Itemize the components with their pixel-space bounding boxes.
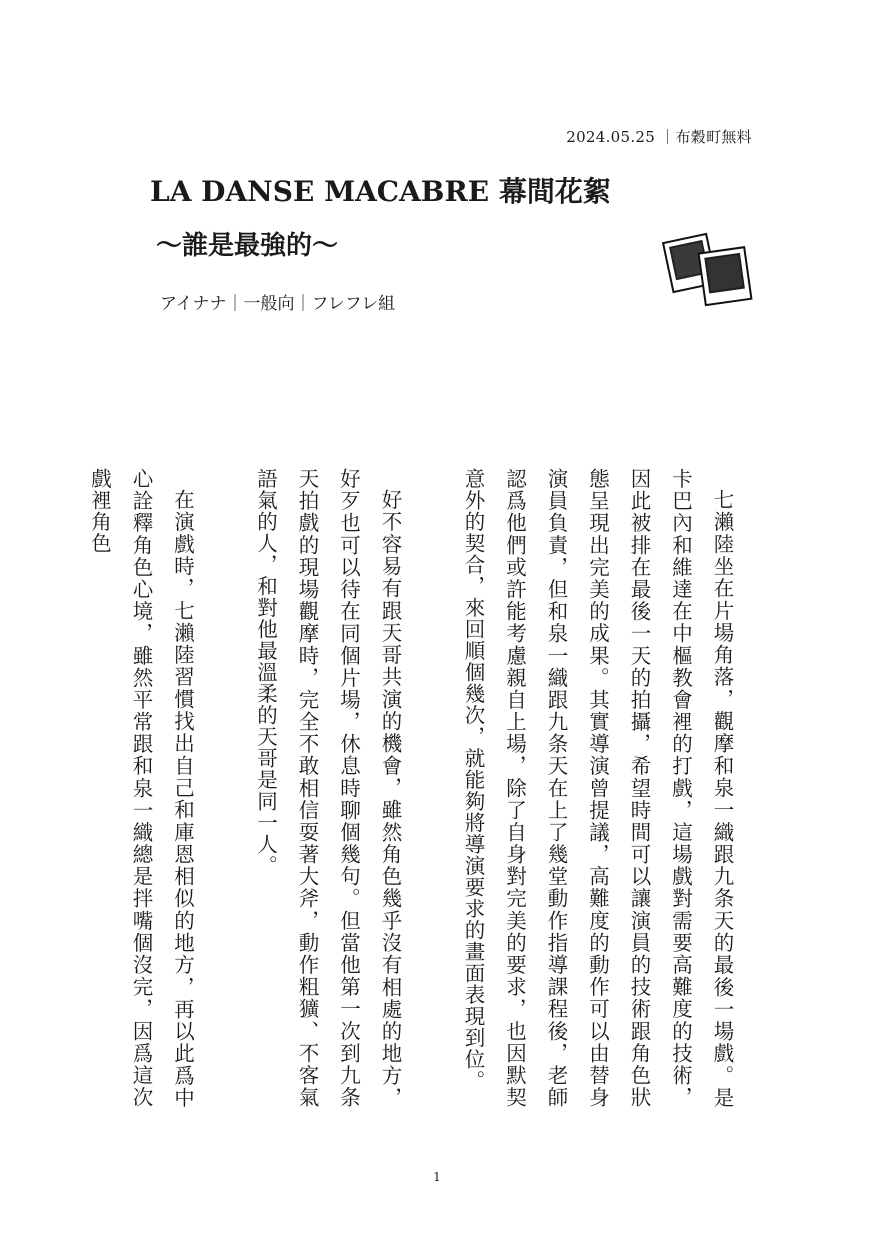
polaroid-photos-icon bbox=[660, 230, 756, 310]
page-title: LA DANSE MACABRE 幕間花絮 bbox=[150, 175, 611, 208]
byline: アイナナ｜一般向｜フレフレ組 bbox=[160, 294, 396, 314]
header-meta: 2024.05.25 ｜布穀町無料 bbox=[566, 128, 752, 146]
body-text bbox=[87, 468, 742, 1108]
page-number: 1 bbox=[433, 1170, 441, 1184]
paragraph-spacer bbox=[410, 468, 452, 1108]
paragraph: 在演戲時，七瀨陸習慣找出自己和庫恩相似的地方，再以此爲中心詮釋角色心境，雖然平常跟和泉一織總是拌嘴個沒完，因爲這次戲裡角色 bbox=[87, 468, 195, 1108]
paragraph-spacer bbox=[203, 468, 245, 1108]
page-subtitle: ～誰是最強的～ bbox=[156, 231, 339, 261]
paragraph: 好不容易有跟天哥共演的機會，雖然角色幾乎沒有相處的地方，好歹也可以待在同個片場，休息時聊個幾句。但當他第一次到九条天拍戲的現場觀摩時，完全不敢相信耍著大斧，動作粗獷、不客氣語氣的人，和對他最溫柔的天哥是同一人。 bbox=[253, 468, 402, 1108]
paragraph: 七瀨陸坐在片場角落，觀摩和泉一織跟九条天的最後一場戲。是卡巴內和維達在中樞教會裡的打戲，這場戲對需要高難度的技術，因此被排在最後一天的拍攝，希望時間可以讓演員的技術跟角色狀態呈現出完美的成果。其實導演曾提議，高難度的動作可以由替身演員負責，但和泉一織跟九条天在上了幾堂動作指導課程後，老師認爲他們或許能考慮親自上場，除了自身對完美的要求，也因默契意外的契合，來回順個幾次，就能夠將導演要求的畫面表現到位。 bbox=[461, 468, 734, 1108]
